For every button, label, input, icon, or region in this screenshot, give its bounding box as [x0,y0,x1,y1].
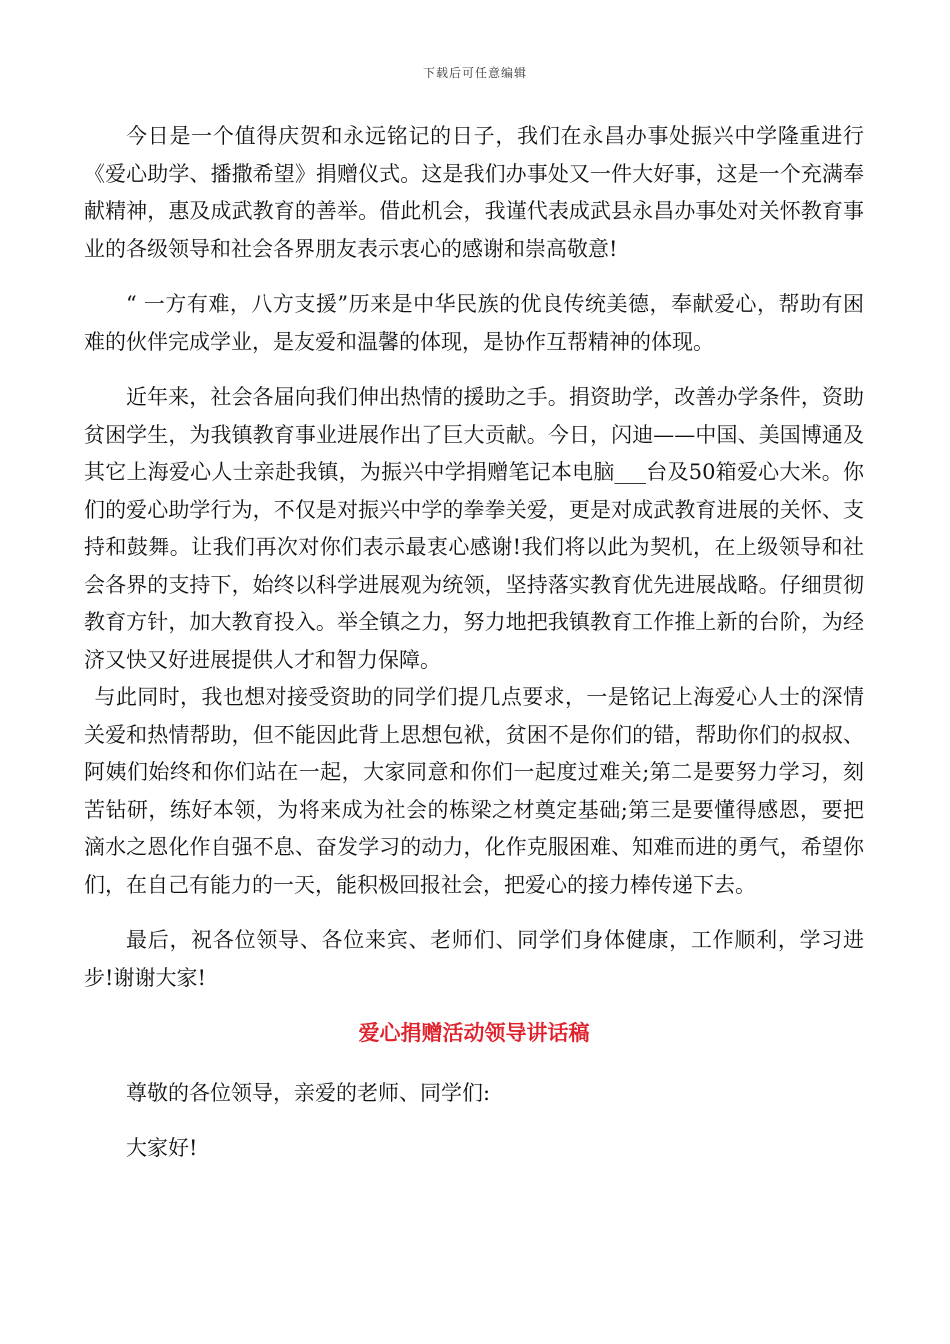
paragraph-opening: 今日是一个值得庆贺和永远铭记的日子，我们在永昌办事处振兴中学隆重进行《爱心助学、播撒希望》捐赠仪式。这是我们办事处又一件大好事，这是一个充满奉献精神，惠及成武教育的善举。借此机会，我谨代表成武县永昌办事处对关怀教育事业的各级领导和社会各界朋友表示衷心的感谢和崇高敬意! [84,124,864,261]
paragraph-tradition: “ 一方有难，八方支援”历来是中华民族的优良传统美德，奉献爱心，帮助有困难的伙伴完成学业，是友爱和温馨的体现，是协作互帮精神的体现。 [84,292,864,354]
salutation: 尊敬的各位领导，亲爱的老师、同学们: [126,1080,491,1105]
document-body [84,118,864,1186]
page-header-note: 下载后可任意编辑 [422,66,527,80]
paragraph-closing: 最后，祝各位领导、各位来宾、老师们、同学们身体健康，工作顺利，学习进步!谢谢大家! [84,928,864,990]
section-title: 爱心捐赠活动领导讲话稿 [358,1021,590,1045]
paragraph-requirements: 与此同时，我也想对接受资助的同学们提几点要求，一是铭记上海爱心人士的深情关爱和热情帮助，但不能因此背上思想包袱，贫困不是你们的错，帮助你们的叔叔、阿姨们始终和你们站在一起，大家同意和你们一起度过难关;第二是要努力学习，刻苦钻研，练好本领，为将来成为社会的栋梁之材奠定基础;第三是要懂得感恩，要把滴水之恩化作自强不息、奋发学习的动力，化作克服困难、知难而进的勇气，希望你们，在自己有能力的一天，能积极回报社会，把爱心的接力棒传递下去。 [84,685,864,897]
greeting: 大家好! [126,1136,198,1160]
paragraph-donation: 近年来，社会各届向我们伸出热情的援助之手。捐资助学，改善办学条件，资助贫困学生，为我镇教育事业进展作出了巨大贡献。今日，闪迪——中国、美国博通及其它上海爱心人士亲赴我镇，为振兴中学捐赠笔记本电脑___台及50箱爱心大米。你们的爱心助学行为，不仅是对振兴中学的拳拳关爱，更是对成武教育进展的关怀、支持和鼓舞。让我们再次对你们表示最衷心感谢!我们将以此为契机，在上级领导和社会各界的支持下，始终以科学进展观为统领，坚持落实教育优先进展战略。仔细贯彻教育方针，加大教育投入。举全镇之力，努力地把我镇教育工作推上新的台阶，为经济又快又好进展提供人才和智力保障。 [84,385,864,672]
